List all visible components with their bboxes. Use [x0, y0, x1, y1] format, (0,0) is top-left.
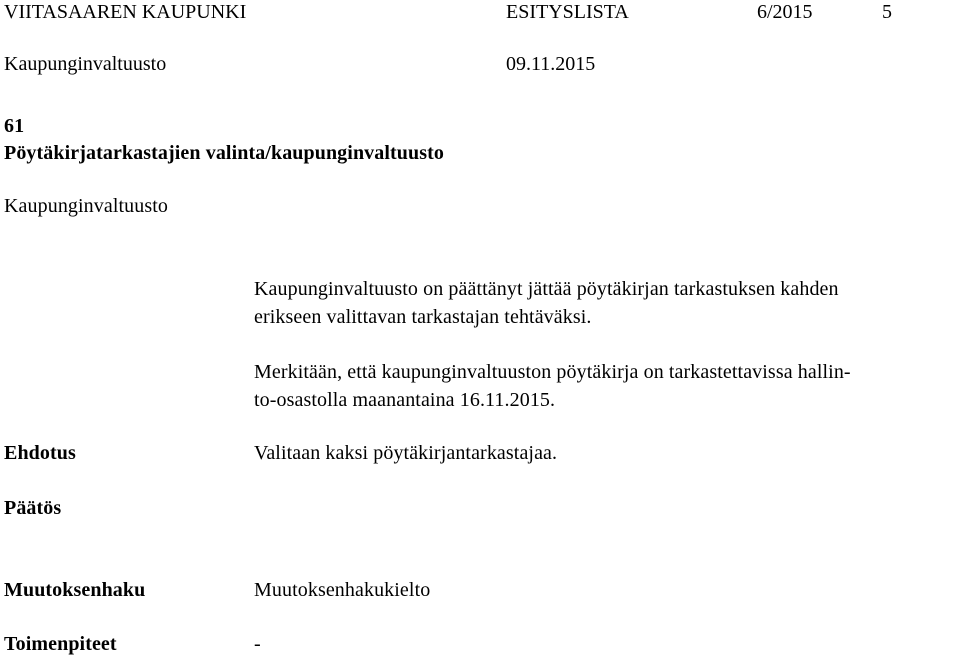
paragraph-2-line-1: Merkitään, että kaupunginvaltuuston pöytäkirja on tarkastettavissa hallin-	[254, 361, 851, 383]
paragraph-2-line-2: to-osastolla maanantaina 16.11.2015.	[254, 389, 556, 411]
decision-label: Päätös	[4, 497, 62, 519]
paragraph-1-line-2: erikseen valittavan tarkastajan tehtäväksi.	[254, 306, 592, 328]
page-number: 5	[882, 1, 892, 23]
document-type: ESITYSLISTA	[506, 1, 629, 23]
actions-label: Toimenpiteet	[4, 633, 117, 655]
actions-text: -	[254, 633, 261, 655]
paragraph-1-line-1: Kaupunginvaltuusto on päättänyt jättää pöytäkirjan tarkastuksen kahden	[254, 278, 839, 300]
appeal-text: Muutoksenhakukielto	[254, 579, 431, 601]
item-preparer: Kaupunginvaltuusto	[4, 195, 169, 217]
proposal-text: Valitaan kaksi pöytäkirjantarkastajaa.	[254, 442, 558, 464]
organization-name: VIITASAAREN KAUPUNKI	[4, 1, 247, 23]
proposal-label: Ehdotus	[4, 442, 76, 464]
appeal-label: Muutoksenhaku	[4, 579, 146, 601]
item-title: Pöytäkirjatarkastajien valinta/kaupunginvaltuusto	[4, 142, 444, 164]
item-number: 61	[4, 115, 25, 137]
meeting-body: Kaupunginvaltuusto	[4, 53, 167, 75]
issue-number: 6/2015	[757, 1, 813, 23]
meeting-date: 09.11.2015	[506, 53, 596, 75]
